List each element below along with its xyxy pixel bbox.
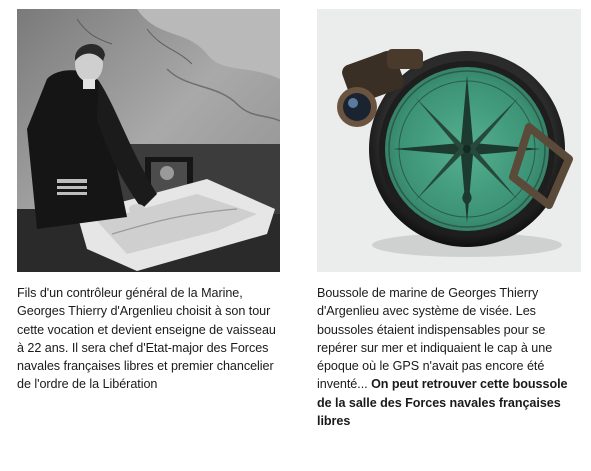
compass-photo bbox=[317, 9, 581, 272]
right-caption-highlight: On peut retrouver cette boussole de la salle des Forces navales françaises libres bbox=[317, 377, 568, 429]
compass-illustration bbox=[317, 9, 581, 272]
left-caption: Fils d'un contrôleur général de la Marine, Georges Thierry d'Argenlieu choisit à son tour cette vocation et devient enseigne de vaisseau à 22 ans. Il sera chef d'Etat-major des Forces navales françaises libres et premier chancelier de l'ordre de la Libération bbox=[17, 286, 276, 392]
portrait-illustration bbox=[17, 9, 280, 272]
right-caption bbox=[317, 284, 581, 430]
portrait-photo bbox=[17, 9, 280, 272]
figure-left bbox=[17, 9, 280, 394]
right-caption-text: Boussole de marine de Georges Thierry d'Argenlieu avec système de visée. Les boussoles étaient indispensables pour se repérer sur mer et indiquaient le cap à une époque où le GPS n'avait pas encore été inventé... bbox=[317, 286, 553, 392]
figure-right bbox=[317, 9, 581, 430]
